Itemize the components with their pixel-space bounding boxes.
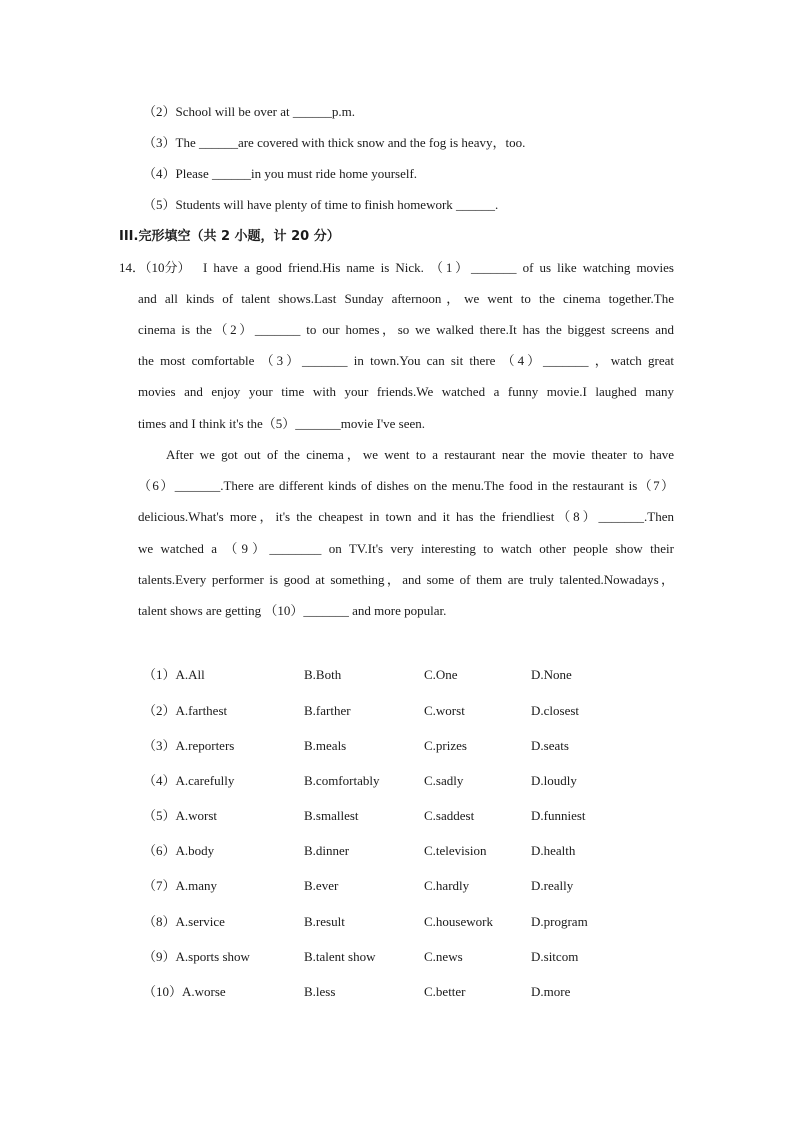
passage-line: I have a good friend.His name is Nick. （1）_______ of us like watching movies xyxy=(203,260,674,275)
question-item-3: （3）The ______are covered with thick snow and the fog is heavy，too. xyxy=(143,135,526,150)
passage-line: （6）_______.There are different kinds of dishes on the menu.The food in the restaurant is（7） xyxy=(138,478,674,493)
option-c: C.hardly xyxy=(424,878,470,893)
option-c: C.sadly xyxy=(424,773,464,788)
option-b: B.Both xyxy=(304,667,342,682)
option-d: D.closest xyxy=(531,703,580,718)
option-d: D.really xyxy=(531,878,574,893)
passage-line: and all kinds of talent shows.Last Sunday afternoon，we went to the cinema together.The xyxy=(138,291,674,306)
passage-line: the most comfortable （3）_______ in town.You can sit there （4）_______ ，watch great xyxy=(138,353,674,368)
passage-line: cinema is the（2）_______ to our homes，so we walked there.It has the biggest screens and xyxy=(138,322,674,337)
option-d: D.more xyxy=(531,984,571,999)
option-b: B.smallest xyxy=(304,808,359,823)
option-a: （2）A.farthest xyxy=(143,703,228,718)
option-a: （4）A.carefully xyxy=(143,773,235,788)
option-a: （8）A.service xyxy=(143,914,225,929)
option-b: B.meals xyxy=(304,738,347,753)
option-d: D.program xyxy=(531,914,588,929)
passage-line: delicious.What's more，it's the cheapest in town and it has the friendliest（8）_______.Then xyxy=(138,509,674,524)
option-d: D.sitcom xyxy=(531,949,579,964)
option-b: B.comfortably xyxy=(304,773,380,788)
passage-line: talents.Every performer is good at something，and some of them are truly talented.Nowadays， xyxy=(138,572,674,587)
question-item-2: （2）School will be over at ______p.m. xyxy=(143,104,355,119)
section-heading: III.完形填空（共 2 小题，计 20 分） xyxy=(119,229,340,244)
option-a: （7）A.many xyxy=(143,878,218,893)
option-c: C.housework xyxy=(424,914,493,929)
option-d: D.funniest xyxy=(531,808,586,823)
question-item-5: （5）Students will have plenty of time to finish homework ______. xyxy=(143,197,499,212)
option-a: （1）A.All xyxy=(143,667,205,682)
option-b: B.less xyxy=(304,984,336,999)
question-number: 14．（10分） xyxy=(119,260,191,275)
option-a: （6）A.body xyxy=(143,843,215,858)
option-c: C.better xyxy=(424,984,466,999)
option-c: C.news xyxy=(424,949,463,964)
option-d: D.seats xyxy=(531,738,569,753)
option-b: B.talent show xyxy=(304,949,376,964)
option-b: B.ever xyxy=(304,878,339,893)
question-item-4: （4）Please ______in you must ride home yourself. xyxy=(143,166,418,181)
option-a: （9）A.sports show xyxy=(143,949,250,964)
option-c: C.worst xyxy=(424,703,465,718)
passage-line: times and I think it's the（5）_______movie I've seen. xyxy=(138,416,426,431)
passage-line: we watched a （9）________ on TV.It's very interesting to watch other people show their xyxy=(138,541,674,556)
passage-line: talent shows are getting （10）_______ and more popular. xyxy=(138,603,447,618)
option-a: （5）A.worst xyxy=(143,808,218,823)
option-d: D.loudly xyxy=(531,773,577,788)
passage-line: movies and enjoy your time with your friends.We watched a funny movie.I laughed many xyxy=(138,384,674,399)
option-d: D.None xyxy=(531,667,572,682)
option-c: C.One xyxy=(424,667,458,682)
option-a: （10）A.worse xyxy=(143,984,226,999)
option-c: C.prizes xyxy=(424,738,467,753)
option-b: B.farther xyxy=(304,703,351,718)
option-d: D.health xyxy=(531,843,576,858)
passage-line: After we got out of the cinema，we went to a restaurant near the movie theater to have xyxy=(166,447,674,462)
option-a: （3）A.reporters xyxy=(143,738,235,753)
option-b: B.dinner xyxy=(304,843,350,858)
option-c: C.television xyxy=(424,843,487,858)
option-c: C.saddest xyxy=(424,808,475,823)
option-b: B.result xyxy=(304,914,345,929)
